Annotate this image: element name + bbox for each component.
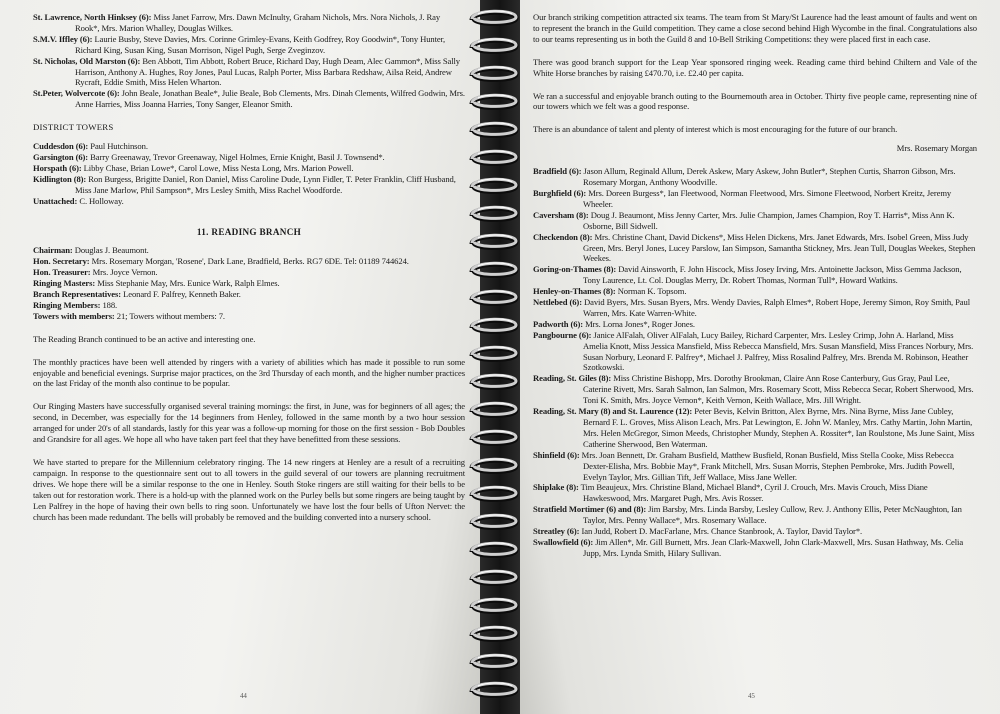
binding-ring (466, 342, 522, 364)
binding-ring (466, 314, 522, 336)
district-towers-heading: DISTRICT TOWERS (33, 122, 114, 133)
tower-members: C. Holloway. (79, 195, 124, 206)
tower-name: Pangbourne (6): (533, 329, 592, 340)
tower-entry (533, 526, 977, 537)
page-number: 44 (240, 692, 247, 701)
officer-value: 188. (102, 299, 118, 310)
right-page-content (533, 12, 977, 559)
tower-members: Doug J. Beaumont, Miss Jenny Carter, Mrs. Julie Champion, James Champion, Roy T. Harris*, Miss Ann K. Osborne, Bill Sidwell. (583, 209, 955, 231)
binding-ring (466, 230, 522, 252)
tower-members: Barry Greenaway, Trevor Greenaway, Nigel Holmes, Ernie Knight, Basil J. Townsend*. (90, 151, 385, 162)
tower-entry (533, 297, 977, 319)
tower-name: Horspath (6): (33, 162, 82, 173)
tower-name: Nettlebed (6): (533, 297, 582, 308)
tower-name: St. Nicholas, Old Marston (6): (33, 55, 141, 66)
tower-members: Ian Judd, Robert D. MacFarlane, Mrs. Chance Stanbrook, A. Taylor, David Taylor*. (581, 526, 863, 537)
tower-entry (533, 264, 977, 286)
binding-ring (466, 538, 522, 560)
binding-ring (466, 174, 522, 196)
officer-line (33, 256, 465, 267)
officer-role: Towers with members: (33, 310, 115, 321)
tower-members: Mrs. Lorna Jones*, Roger Jones. (585, 318, 695, 329)
tower-entry (533, 330, 977, 374)
report-paragraph: We ran a successful and enjoyable branch outing to the Bournemouth area in October. Thirty five people came, representing nine of our towers which we felt was a good response. (533, 90, 977, 112)
binding-ring (466, 6, 522, 28)
tower-entry (33, 88, 465, 110)
tower-name: Swallowfield (6): (533, 536, 594, 547)
officer-line (33, 289, 465, 300)
binding-ring (466, 90, 522, 112)
tower-name: Caversham (8): (533, 209, 589, 220)
tower-members: David Ainsworth, F. John Hiscock, Miss Josey Irving, Mrs. Antoinette Jackson, Miss Gemma Jackson, Tony Laurence, Lt. Col. Douglas Merry, Dr. Robert Thomas, Norman Tull*, Howard Watkins. (583, 264, 962, 286)
report-paragraph: There is an abundance of talent and plenty of interest which is most encouraging for the future of our branch. (533, 124, 898, 135)
tower-name: Stratfield Mortimer (6) and (8): (533, 504, 647, 515)
tower-members: Mrs. Joan Bennett, Dr. Graham Busfield, Matthew Busfield, Ronan Busfield, Miss Stella Cooke, Miss Rebecca Dexter-Elisha, Mrs. Bobbie May*, Frank Mitchell, Mrs. Susan Morris, Stephen Pembroke, Mrs. Judith Powell, Evelyn Taylor, Mrs. Gillian Tift, Jeff Wallace, Miss Jane Weller. (581, 449, 955, 482)
tower-entry (33, 174, 465, 196)
tower-members: Paul Hutchinson. (90, 141, 148, 152)
officer-line (33, 278, 465, 289)
report-paragraph: Our branch striking competition attracted six teams. The team from St Mary/St Laurence had the least amount of faults and went on to represent the branch in the Guild competition. They came a close second behind High Wycombe in the final. Congratulations also to our teams representing us in both the Guild 8 and 10-Bell Striking Competitions: they were placed first in each case. (533, 12, 977, 44)
tower-name: Burghfield (6): (533, 187, 587, 198)
officer-value: Mrs. Rosemary Morgan, 'Rosene', Dark Lane, Bradfield, Berks. RG7 6DE. Tel: 01189 744624. (91, 256, 409, 267)
tower-entry (533, 232, 977, 265)
tower-members: Peter Bevis, Kelvin Britton, Alex Byrne, Mrs. Nina Byrne, Miss Jane Cubley, Bernard F. L. Groves, Miss Alison Leach, Mrs. Pat Lewington, E. John W. Manley, Mrs. Cathy Martin, John Martin, Mrs. Helen McGregor, Simon Meeds, Christopher Mundy, Stephen A. Rossiter*, Ian Roulstone, Ms June Saint, Miss Catherine Sherwood, Ben Waterman. (583, 406, 975, 449)
tower-name: St.Peter, Wolvercote (6): (33, 88, 120, 99)
tower-members: Tim Beaujeux, Mrs. Christine Bland, Michael Bland*, Cyril J. Crouch, Mrs. Mavis Crouch, Miss Diane Hawkeswood, Mrs. Margaret Pugh, Mrs. Avis Rosser. (580, 482, 928, 504)
tower-members: Jason Allum, Reginald Allum, Derek Askew, Mary Askew, John Butler*, Stephen Curtis, Sharron Gibson, Mrs. Rosemary Morgan, Anthony Woodville. (583, 166, 956, 188)
tower-name: Bradfield (6): (533, 166, 582, 177)
binding-ring (466, 202, 522, 224)
tower-members: Libby Chase, Brian Lowe*, Carol Lowe, Miss Nesta Long, Mrs. Marion Powell. (83, 162, 354, 173)
officer-role: Branch Representatives: (33, 289, 122, 300)
tower-members: Laurie Busby, Steve Davies, Mrs. Corinne Grimley-Evans, Keith Godfrey, Roy Goodwin*, Tony Hunter, Richard King, Susan King, Susan Morrison, Nigel Pugh, Serge Zveginzov. (75, 33, 446, 55)
binding-ring (466, 146, 522, 168)
officer-role: Ringing Members: (33, 299, 101, 310)
tower-name: Reading, St. Mary (8) and St. Laurence (12): (533, 406, 693, 417)
tower-entry (33, 56, 465, 89)
binding-ring (466, 370, 522, 392)
binding-ring (466, 650, 522, 672)
tower-entry (533, 406, 977, 450)
tower-entry (33, 152, 465, 163)
report-paragraph: The monthly practices have been well attended by ringers with a variety of abilities which has made it possible to run some enjoyable and beneficial evenings. Surprise major practices, on the 3rd Thursday of each month, and the higher number practices on the last Friday of the month also continue to be popular. (33, 356, 465, 389)
tower-members: Ron Burgess, Brigitte Daniel, Ron Daniel, Miss Caroline Dude, Lynn Fidler, T. Peter Franklin, Cliff Husband, Miss Jane Marlow, Phil Sampson*, Mrs Lesley Smith, Miss Rachel Woodforde. (75, 173, 456, 195)
right-page (512, 0, 1000, 714)
binding-ring (466, 454, 522, 476)
report-paragraph: The Reading Branch continued to be an active and interesting one. (33, 333, 256, 344)
tower-name: Shinfield (6): (533, 449, 580, 460)
tower-name: Unattached: (33, 195, 78, 206)
tower-name: Henley-on-Thames (8): (533, 286, 616, 297)
report-paragraph: There was good branch support for the Leap Year sponsored ringing week. Reading came third behind Chiltern and Vale of the White Horse branches by raising £470.70, i.e. £2.40 per capita. (533, 56, 977, 78)
tower-name: Garsington (6): (33, 151, 89, 162)
tower-members: John Beale, Jonathan Beale*, Julie Beale, Bob Clements, Mrs. Dinah Clements, Wilfred Godwin, Mrs. Anne Harries, Miss Joanna Harries, Tony Sanger, Eleanor Smith. (75, 88, 465, 110)
tower-entry (33, 163, 465, 174)
tower-members: Ben Abbott, Tim Abbott, Robert Bruce, Richard Day, Hugh Deam, Alec Gammon*, Miss Sally Harrison, Anthony A. Hughes, Roy Jones, Paul Lucas, Ralph Porter, Miss Barbara Redshaw, Ailsa Reid, Andrew Rycraft, Eddie Smith, Miss Helen Wharton. (75, 55, 460, 88)
tower-name: Reading, St. Giles (8): (533, 373, 612, 384)
officer-value: Miss Stephanie May, Mrs. Eunice Wark, Ralph Elmes. (97, 278, 280, 289)
report-signature: Mrs. Rosemary Morgan (896, 143, 977, 154)
binding-ring (466, 258, 522, 280)
tower-members: David Byers, Mrs. Susan Byers, Mrs. Wendy Davies, Ralph Elmes*, Robert Hope, Jeremy Simon, Roy Smith, Paul Warren, Mrs. Kate Warren-White. (583, 297, 970, 318)
officer-value: 21; Towers without members: 7. (116, 310, 225, 321)
tower-members: Janice AlFalah, Oliver AlFalah, Lucy Bailey, Richard Carpenter, Mrs. Lesley Crimp, John A. Harland, Miss Amelia Knott, Miss Jessica Mansfield, Miss Rebecca Mansfield, Mrs. Susan Mansfield, Miss Frances Norbury, Mrs. Susan Norbury, Leonard F. Palfrey*, Michael J. Palfrey, Miss Rosalind Palfrey, Mrs. Brenda M. Robinson, Heather Szotkowski. (583, 329, 974, 373)
binding-ring (466, 398, 522, 420)
tower-name: St. Lawrence, North Hinksey (6): (33, 12, 152, 22)
tower-members: Mrs. Christine Chant, David Dickens*, Miss Helen Dickens, Mrs. Janet Edwards, Mrs. Isobel Green, Miss Judy Green, Mrs. Beryl Jones, Lucey Parslow, Ian Simpson, Samantha Stickney, Mrs. Jean Tull, Douglas Weekes, Stephen Weekes. (583, 231, 976, 264)
officer-value: Douglas J. Beaumont. (74, 245, 149, 256)
binding-ring (466, 678, 522, 700)
tower-entry (533, 504, 977, 526)
officer-line (33, 311, 465, 322)
officer-role: Ringing Masters: (33, 278, 96, 289)
tower-entry (33, 196, 465, 207)
officer-line (33, 300, 465, 311)
tower-entry (533, 482, 977, 504)
district-towers-list (33, 141, 465, 206)
officer-role: Hon. Secretary: (33, 256, 90, 267)
officer-role: Chairman: (33, 245, 73, 256)
tower-name: Padworth (6): (533, 318, 584, 329)
tower-members: Jim Allen*, Mr. Gill Burnett, Mrs. Jean Clark-Maxwell, John Clark-Maxwell, Mrs. Susan Hathway, Ms. Celia Jupp, Mrs. Lynda Smith, Hilary Sullivan. (583, 536, 964, 558)
tower-name: Checkendon (8): (533, 231, 593, 242)
tower-entry (533, 210, 977, 232)
binding-ring (466, 34, 522, 56)
binding-ring (466, 594, 522, 616)
tower-entry (533, 286, 977, 297)
branch-title: 11. READING BRANCH (196, 226, 302, 237)
binding-ring (466, 426, 522, 448)
tower-entry (33, 34, 465, 56)
tower-entry (533, 319, 977, 330)
tower-entry (533, 450, 977, 483)
tower-entry (533, 188, 977, 210)
tower-members: Miss Christine Bishopp, Mrs. Dorothy Brookman, Claire Ann Rose Canterbury, Gus Gray, Paul Lee, Caterine Rivett, Mrs. Sarah Salmon, Ian Salmon, Mrs. Rosemary Scott, Miss Rebecca Secar, Robert Sherwood, Mrs. Toni K. Smith, Mrs. Joyce Vernon*, Keith Vernon, Keith Wallace, Mrs. Jill Wright. (583, 373, 974, 406)
tower-members: Norman K. Topsom. (617, 286, 687, 297)
officers-list (33, 245, 465, 321)
officer-role: Hon. Treasurer: (33, 267, 91, 278)
tower-name: Kidlington (8): (33, 173, 87, 184)
tower-entry (533, 537, 977, 559)
towers-list-b (533, 166, 977, 559)
officer-line (33, 245, 465, 256)
tower-name: Goring-on-Thames (8): (533, 264, 617, 275)
binding-ring (466, 118, 522, 140)
tower-members: Mrs. Doreen Burgess*, Ian Fleetwood, Norman Fleetwood, Mrs. Simone Fleetwood, Norbert Kreitz, Jeremy Wheeler. (583, 187, 952, 209)
binding-ring (466, 482, 522, 504)
report-paragraph: Our Ringing Masters have successfully organised several training mornings: the first, in June, was for beginners of all ages; the second, in December, was especially for the 14 beginners from Henley, followed in the same month by a two hour session arranged for under 20's of all standards, lastly for this year was a follow-up morning for those on the first session - Bob Doubles and Grandsire for all ages. We hope all who have taken part feel that they have benefitted from these sessions. (33, 401, 465, 445)
officer-value: Leonard F. Palfrey, Kenneth Baker. (123, 289, 241, 300)
binding-ring (466, 566, 522, 588)
binding-ring (466, 510, 522, 532)
tower-entry (33, 12, 465, 34)
towers-list-a (33, 12, 465, 110)
officer-value: Mrs. Joyce Vernon. (92, 267, 158, 278)
tower-members: Jim Barsby, Mrs. Linda Barsby, Lesley Cullow, Rev. J. Anthony Ellis, Peter McNaughton, Ian Taylor, Mrs. Penny Wallace*, Mrs. Rosemary Wallace. (583, 504, 962, 526)
tower-name: Shiplake (8): (533, 482, 579, 493)
left-page (0, 0, 486, 714)
binding-ring (466, 286, 522, 308)
officer-line (33, 267, 465, 278)
tower-entry (533, 373, 977, 406)
binding-ring (466, 622, 522, 644)
binding-ring (466, 62, 522, 84)
left-page-content (33, 12, 465, 522)
tower-name: Streatley (6): (533, 526, 580, 537)
tower-entry (533, 166, 977, 188)
tower-name: S.M.V. Iffley (6): (33, 33, 93, 44)
tower-name: Cuddesdon (6): (33, 141, 89, 152)
page-number: 45 (748, 692, 755, 701)
tower-entry (33, 141, 465, 152)
report-paragraph: We have started to prepare for the Millennium celebratory ringing. The 14 new ringers at Henley are a result of a recruiting campaign. In response to the questionnaire sent out to all towers in the guild several of our towers are planning recruitment drives. We hope there will be a similar response to the one in Henley. South Stoke ringers are still waiting for their bells to be taken out for restoration work. There is a hold-up with the planned work on the Purley bells but some ringers are being taught by Len Palfrey in the hope of having their own bells to ring soon. Unfortunately we have lost the four bells of Ufton Nervet: the church has been made redundant. The bells will probably be removed and the building converted into a nursery school. (33, 457, 465, 522)
tower-members: Miss Janet Farrow, Mrs. Dawn McInulty, Graham Nichols, Mrs. Nora Nichols, J. Ray Rook*, Mrs. Marion Whalley, Douglas Wilkes. (75, 12, 441, 33)
